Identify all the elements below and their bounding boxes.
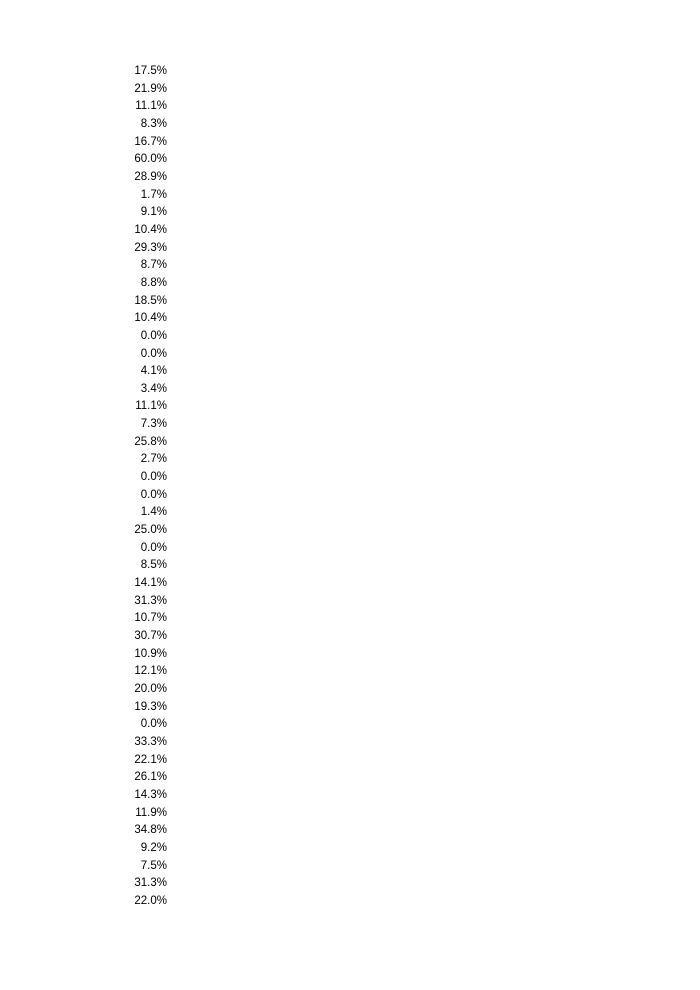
percentage-cell: 30.7% (134, 630, 167, 642)
percentage-cell: 7.3% (140, 418, 167, 431)
percentage-cell: 0.0% (140, 488, 167, 501)
percentage-cell: 12.1% (134, 665, 167, 678)
percentage-cell: 8.5% (140, 559, 167, 572)
percentage-cell: 25.0% (134, 524, 167, 537)
percentage-cell: 14.3% (134, 788, 167, 801)
percentage-cell: 10.4% (134, 223, 167, 236)
percentage-cell: 2.7% (140, 453, 167, 466)
percentage-cell: 10.9% (134, 647, 167, 660)
percentage-cell: 18.5% (134, 294, 167, 307)
percentage-cell: 31.3% (134, 594, 167, 607)
percentage-cell: 16.7% (134, 135, 167, 148)
percentage-cell: 60.0% (134, 153, 167, 166)
percentage-cell: 1.7% (140, 188, 167, 201)
percentage-cell: 26.1% (134, 771, 167, 784)
percentage-cell: 20.0% (134, 682, 167, 695)
percentage-cell: 4.1% (140, 365, 167, 378)
percentage-cell: 9.2% (140, 841, 167, 854)
percentage-cell: 8.8% (140, 276, 167, 289)
percentage-cell: 22.1% (134, 753, 167, 766)
percentage-cell: 0.0% (140, 329, 167, 342)
percentage-cell: 7.5% (140, 859, 167, 872)
percentage-cell: 14.1% (134, 577, 167, 590)
percentage-column (100, 63, 167, 911)
percentage-cell: 22.0% (134, 894, 167, 907)
percentage-cell: 10.4% (134, 312, 167, 325)
percentage-cell: 11.9% (135, 806, 167, 819)
percentage-cell: 9.1% (140, 206, 167, 219)
percentage-cell: 10.7% (134, 612, 167, 625)
percentage-cell: 11.1% (135, 100, 167, 113)
percentage-cell: 1.4% (140, 506, 167, 519)
percentage-cell: 33.3% (134, 735, 167, 748)
percentage-cell: 8.7% (140, 259, 167, 272)
percentage-cell: 0.0% (140, 541, 167, 554)
percentage-cell: 31.3% (134, 877, 167, 890)
percentage-cell: 34.8% (134, 824, 167, 837)
percentage-cell: 25.8% (134, 435, 167, 448)
percentage-cell: 29.3% (134, 241, 167, 254)
percentage-cell: 17.5% (134, 65, 167, 77)
percentage-cell: 0.0% (140, 718, 167, 731)
percentage-cell: 8.3% (140, 117, 167, 130)
percentage-cell: 19.3% (134, 700, 167, 713)
percentage-cell: 11.1% (135, 400, 167, 413)
percentage-cell: 3.4% (140, 382, 167, 395)
percentage-cell: 0.0% (140, 347, 167, 360)
percentage-cell: 28.9% (134, 170, 167, 183)
percentage-cell: 21.9% (134, 82, 167, 95)
percentage-cell: 0.0% (140, 471, 167, 484)
